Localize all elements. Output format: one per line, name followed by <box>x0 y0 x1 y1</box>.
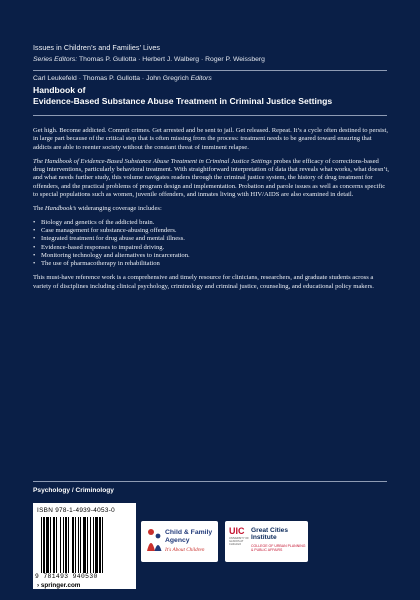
blurb-p3-prefix: The <box>33 204 45 212</box>
uic-line2: Institute <box>251 534 277 542</box>
blurb-book-title: The Handbook of Evidence-Based Substance Abuse Treatment in Criminal Justice Settings <box>33 157 272 165</box>
barcode-bar <box>60 517 61 573</box>
barcode-digits: 9 781493 940530 <box>35 573 98 580</box>
springer-link[interactable]: › springer.com <box>37 582 81 589</box>
coverage-item: • Evidence-based responses to impaired driving. <box>33 244 389 252</box>
barcode-bar <box>80 517 81 573</box>
book-title-line2: Evidence-Based Substance Abuse Treatment in Criminal Justice Settings <box>33 95 333 106</box>
uic-mark: UIC <box>229 526 245 536</box>
barcode-bar <box>75 517 76 573</box>
series-editors-label: Series Editors: <box>33 56 78 63</box>
blurb-paragraph-4: This must-have reference work is a comprehensive and timely resource for clinicians, researchers, and graduate students across a variety of disciplines including clinical psychology, criminology and criminal justice, counseling, and educational policy makers. <box>33 274 374 290</box>
series-editors-names: Thomas P. Gullotta · Herbert J. Walberg · Roger P. Weissberg <box>78 56 265 63</box>
uic-college <box>251 544 305 553</box>
barcode-bar <box>72 517 74 573</box>
family-figures-icon <box>145 527 163 553</box>
blurb <box>33 127 389 296</box>
blurb-p3-italic: Handbook’s <box>44 204 77 212</box>
coverage-item: • Biology and genetics of the addicted brain. <box>33 219 389 227</box>
barcode-bar <box>65 517 67 573</box>
child-family-agency-logo <box>141 521 218 562</box>
uic-line1: Great Cities <box>251 527 289 534</box>
uic-college-line2: & PUBLIC AFFAIRS <box>251 548 283 553</box>
title-rule <box>33 115 387 116</box>
category-label: Psychology / Criminology <box>33 487 114 494</box>
barcode-bar <box>50 517 51 573</box>
barcode-bar <box>41 517 42 573</box>
blurb-paragraph-2-text: probes the efficacy of corrections-based drug interventions, particularly behavioral treatment. With straightforward interpretation of data that reveals what works, what doesn’t, and what needs further study, this volume navigates readers through the criminal justice system, the history of drug treatment for offenders, and the practical problems of program design and implementation. Probation and parole issues as well as concerns specific to special populations such as women, juvenile offenders, and inmates living with HIV/AIDS are also examined in detail. <box>33 157 389 198</box>
coverage-item: • Case management for substance-abusing offenders. <box>33 227 389 235</box>
barcode-bar <box>102 517 103 573</box>
barcode-icon <box>41 517 129 573</box>
coverage-item: • Monitoring technology and alternatives to incarceration. <box>33 252 389 260</box>
cfa-tagline: It's About Children <box>165 547 205 553</box>
header-rule <box>33 70 387 71</box>
barcode-bar <box>63 517 64 573</box>
uic-institute-name <box>251 527 288 542</box>
coverage-item: • Integrated treatment for drug abuse and mental illness. <box>33 235 389 243</box>
book-editors <box>33 75 393 82</box>
uic-subtitle: UNIVERSITY OF ILLINOIS AT CHICAGO <box>229 537 249 546</box>
cfa-name-line2: Agency <box>165 537 190 544</box>
series-name: Issues in Children’s and Families’ Lives <box>33 43 161 52</box>
book-editors-names: Carl Leukefeld · Thomas P. Gullotta · John Gregrich <box>33 75 189 82</box>
coverage-list <box>33 219 389 269</box>
blurb-paragraph-1: Get high. Become addicted. Commit crimes. Get arrested and be sent to jail. Get released. Repeat. It’s a cycle often destined to persist, in large part because of the critical step that is often missing from the process: treatment needs to be geared toward ensuring that addicts are able to reenter society without the constant threat of imminent relapse. <box>33 127 389 151</box>
category-rule <box>33 481 387 482</box>
barcode-bar <box>93 517 94 573</box>
barcode-box <box>33 503 136 589</box>
book-title-line1: Handbook of <box>33 85 86 95</box>
series-editors <box>33 56 393 63</box>
blurb-p3-suffix: wideranging coverage includes: <box>76 204 162 212</box>
blurb-paragraph-2 <box>33 158 389 200</box>
barcode-bar <box>53 517 55 573</box>
blurb-paragraph-3 <box>33 205 389 213</box>
barcode-bar <box>56 517 57 573</box>
book-editors-role: Editors <box>190 75 212 82</box>
barcode-bar <box>99 517 101 573</box>
isbn-text: ISBN 978-1-4939-4053-0 <box>37 507 116 514</box>
cfa-name-line1: Child & Family <box>165 529 213 536</box>
barcode-bar <box>68 517 69 573</box>
barcode-bar <box>83 517 86 573</box>
barcode-bar <box>95 517 98 573</box>
book-title <box>33 85 393 106</box>
barcode-bar <box>46 517 49 573</box>
barcode-bar <box>78 517 79 573</box>
uic-gci-logo <box>225 521 308 562</box>
barcode-bar <box>87 517 88 573</box>
barcode-bar <box>43 517 45 573</box>
coverage-item: • The use of pharmacotherapy in rehabilitation <box>33 260 389 268</box>
uic-college-line1: COLLEGE OF URBAN PLANNING <box>251 544 306 548</box>
series-block <box>33 43 393 63</box>
authors-block <box>33 75 393 106</box>
barcode-bar <box>90 517 91 573</box>
